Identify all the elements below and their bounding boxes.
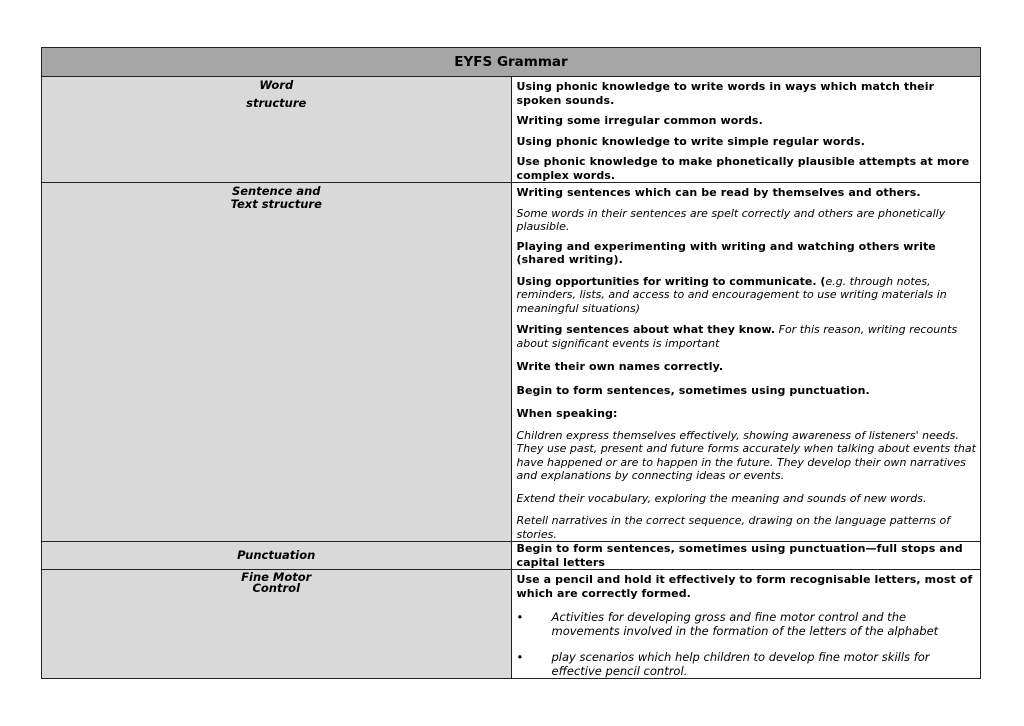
statement: Using phonic knowledge to write words in ways which match their spoken sounds.: [516, 80, 935, 107]
category-punctuation: [42, 542, 512, 570]
category-label: Sentence and: [231, 184, 321, 198]
statement: [517, 323, 977, 350]
category-fine-motor-control: [42, 570, 512, 679]
category-label: Text structure: [230, 197, 322, 211]
statement-italic: e.g. through notes, reminders, lists, and access to and encouragement to use writing materials in meaningful situations): [516, 274, 947, 315]
category-sentence-text-structure: [42, 183, 512, 542]
content-punctuation: [511, 542, 981, 570]
bullet-text: play scenarios which help children to develop fine motor skills for effective pencil control.: [551, 650, 930, 678]
statement-italic: For this reason, writing recounts about significant events is important: [516, 323, 958, 350]
statement: When speaking:: [516, 407, 618, 420]
statement-bold: Writing sentences about what they know.: [516, 323, 776, 336]
bullet-marker: •: [516, 610, 524, 624]
statement: Some words in their sentences are spelt correctly and others are phonetically plausible.: [516, 206, 946, 233]
bullet-item: [517, 650, 977, 678]
row-fine-motor-control: [42, 570, 981, 679]
statement: Use phonic knowledge to make phonetically plausible attempts at more complex words.: [516, 155, 970, 182]
bullet-item: [517, 610, 977, 638]
category-word-structure: [42, 77, 512, 183]
category-label: Word: [259, 78, 294, 92]
statement-bold: Using opportunities for writing to communicate. (: [516, 274, 826, 288]
statement: Writing some irregular common words.: [516, 114, 763, 127]
category-label: Punctuation: [237, 548, 316, 562]
content-fine-motor-control: [511, 570, 981, 679]
statement: [517, 275, 977, 316]
statement: Use a pencil and hold it effectively to form recognisable letters, most of which are correctly formed.: [516, 573, 973, 600]
statement: Playing and experimenting with writing and watching others write (shared writing).: [516, 239, 936, 266]
statement: Writing sentences which can be read by themselves and others.: [516, 186, 921, 199]
statement: Write their own names correctly.: [516, 360, 724, 373]
statement: Extend their vocabulary, exploring the meaning and sounds of new words.: [516, 491, 927, 505]
row-sentence-text-structure: [42, 183, 981, 542]
statement: Begin to form sentences, sometimes using punctuation—full stops and capital letters: [516, 542, 963, 569]
statement: Children express themselves effectively, showing awareness of listeners' needs. They use past, present and future forms accurately when talking about events that have happened or are to happen in the future. They develop their own narratives and explanations by connecting ideas or events.: [516, 428, 976, 482]
bullet-marker: •: [516, 650, 524, 664]
bullet-text: Activities for developing gross and fine motor control and the movements involved in the formation of the letters of the alphabet: [551, 610, 939, 638]
statement: Retell narratives in the correct sequence, drawing on the language patterns of stories.: [516, 514, 951, 541]
table-title: EYFS Grammar: [42, 48, 981, 77]
category-label: structure: [246, 96, 307, 110]
row-word-structure: [42, 77, 981, 183]
statement: Begin to form sentences, sometimes using punctuation.: [516, 383, 870, 397]
content-word-structure: [511, 77, 981, 183]
eyfs-grammar-table: [41, 47, 981, 679]
content-sentence-text-structure: [511, 183, 981, 542]
row-punctuation: [42, 542, 981, 570]
statement: Using phonic knowledge to write simple regular words.: [516, 134, 865, 148]
category-label: Control: [252, 581, 301, 595]
category-label: Fine Motor: [241, 570, 312, 584]
